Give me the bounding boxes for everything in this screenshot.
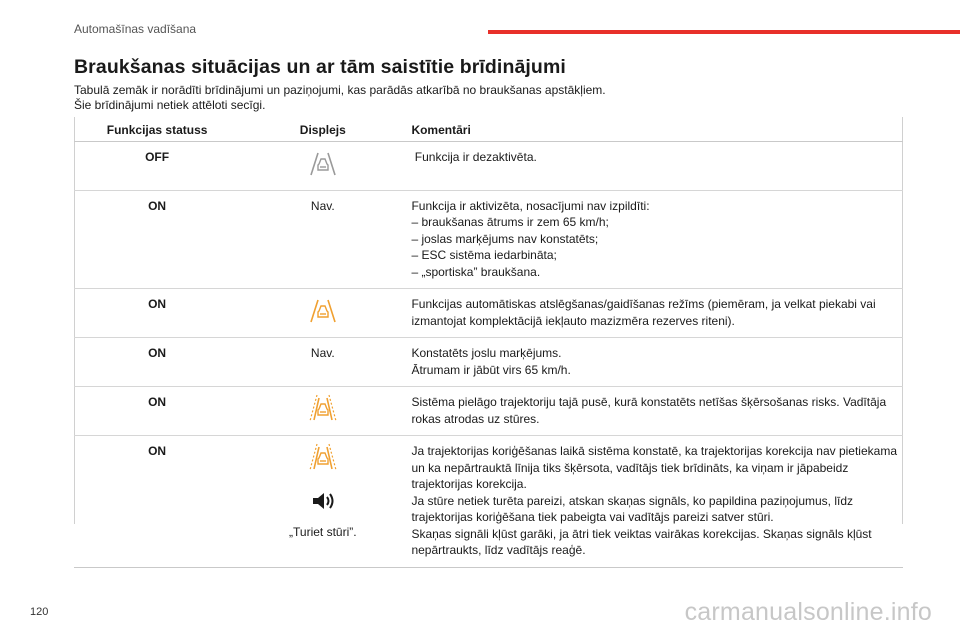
table-row [74, 289, 903, 338]
comment-line: – braukšanas ātrums ir zem 65 km/h; [411, 215, 609, 229]
table-row [74, 191, 903, 290]
display-cell [240, 387, 405, 436]
table-row [74, 142, 903, 191]
comment-cell [405, 289, 903, 338]
comment-cell [405, 191, 903, 290]
comment-line: Ja stūre netiek turēta pareizi, atskan skaņas signāls, ko papildina paziņojumus, līdz [411, 493, 854, 508]
header-display: Displejs [240, 117, 405, 142]
header-status: Funkcijas statuss [74, 117, 240, 142]
display-cell [240, 436, 405, 568]
status-cell: ON [74, 289, 240, 338]
lane-assist-icon [308, 149, 338, 177]
display-cell: Nav. [240, 191, 405, 290]
comment-line: Konstatēts joslu marķējums. [411, 346, 562, 360]
comment-cell [405, 338, 903, 387]
lane-assist-active-icon [308, 394, 338, 422]
comment-line: nepārtraukts, līdz vadītājs reaģē. [411, 543, 586, 557]
comment-cell [405, 436, 903, 568]
comment-line: Ātrumam ir jābūt virs 65 km/h. [411, 362, 571, 377]
comment-line: un ka nepārtrauktā līnija tiks šķērsota, vadītājs tiek brīdināts, ka viņam ir jāpabeidz [411, 460, 849, 475]
comment-cell [405, 387, 903, 436]
comment-line: Funkcija ir aktivizēta, nosacījumi nav izpildīti: [411, 198, 650, 213]
display-cell [240, 142, 405, 191]
table-row [74, 338, 903, 387]
section-header: Automašīnas vadīšana [74, 22, 197, 36]
display-caption: „Turiet stūri”. [289, 525, 357, 539]
lane-assist-icon [308, 296, 338, 324]
warnings-table [74, 117, 903, 568]
comment-line: Funkcijas automātiskas atslēgšanas/gaidīšanas režīms (piemēram, ja velkat piekabi vai [411, 297, 876, 311]
lane-assist-active-icon [308, 443, 338, 471]
status-cell: ON [74, 338, 240, 387]
status-cell: ON [74, 387, 240, 436]
intro-line-1: Tabulā zemāk ir norādīti brīdinājumi un paziņojumi, kas parādās atkarībā no braukšanas apstākļiem. [74, 83, 606, 97]
table-row [74, 387, 903, 436]
comment-line: – ESC sistēma iedarbināta; [411, 248, 557, 262]
comment-line: Sistēma pielāgo trajektoriju tajā pusē, kurā konstatēts netīšas šķērsošanas risks. Vadītāja [411, 395, 887, 409]
intro-text [74, 83, 606, 113]
sound-icon [311, 490, 335, 512]
accent-bar [488, 30, 960, 34]
comment-line: Skaņas signāli kļūst garāki, ja ātri tiek veiktas vairākas korekcijas. Skaņas signāls kļūst [411, 526, 872, 541]
table-header-row [74, 117, 903, 142]
header-comments: Komentāri [405, 117, 903, 142]
page-number: 120 [30, 606, 49, 618]
status-cell: ON [74, 191, 240, 290]
comment-line: Funkcija ir dezaktivēta. [411, 150, 537, 164]
comment-line: trajektorijas koriģēšana tiek pabeigta vai vadītājs pareizi satver stūri. [411, 510, 774, 524]
comment-line: trajektorijas korekcija. [411, 477, 527, 491]
comment-line: Ja trajektorijas koriģēšanas laikā sistēma konstatē, ka trajektorijas korekcija nav pietiekama [411, 444, 897, 458]
table-row [74, 436, 903, 568]
display-cell [240, 289, 405, 338]
intro-line-2: Šie brīdinājumi netiek attēloti secīgi. [74, 98, 266, 112]
comment-line: izmantojat komplektācijā iekļauto mazizmēra rezerves riteni). [411, 313, 735, 328]
status-cell: OFF [74, 142, 240, 191]
comment-cell [405, 142, 903, 191]
status-cell: ON [74, 436, 240, 568]
comment-line: – „sportiska” braukšana. [411, 264, 541, 279]
comment-line: – joslas marķējums nav konstatēts; [411, 231, 599, 246]
display-cell: Nav. [240, 338, 405, 387]
watermark: carmanualsonline.info [684, 598, 932, 626]
page-title: Braukšanas situācijas un ar tām saistītie brīdinājumi [74, 56, 566, 78]
comment-line: rokas atrodas uz stūres. [411, 411, 540, 426]
